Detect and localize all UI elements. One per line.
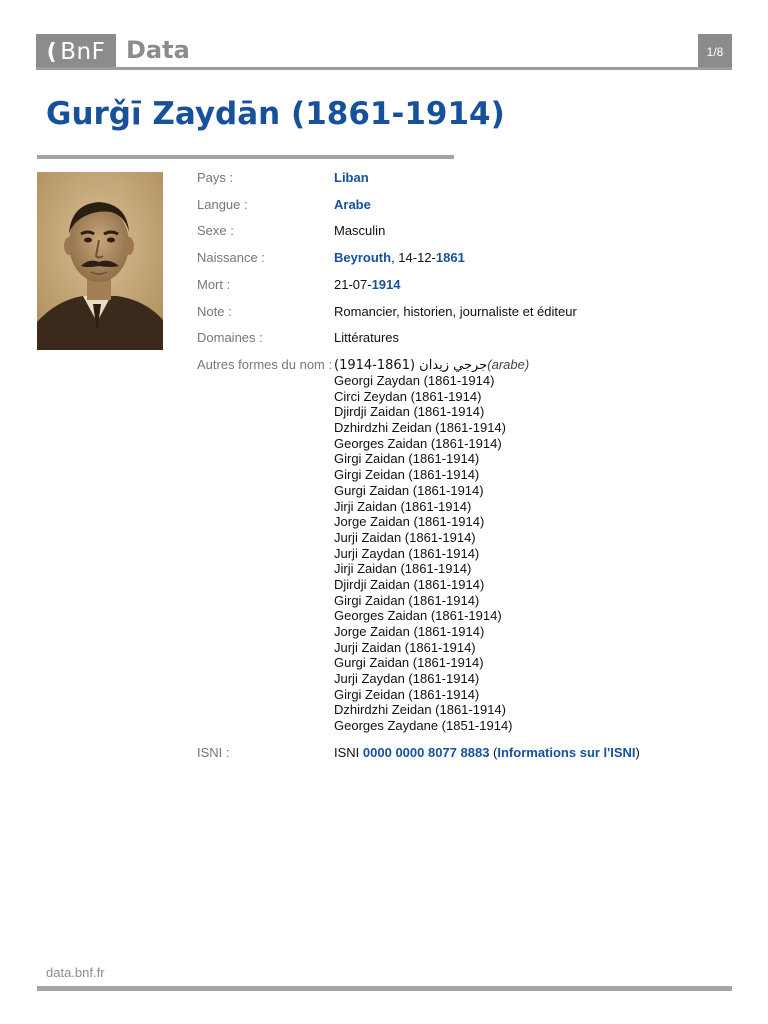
pays-label: Pays : [197,170,234,185]
langue-link[interactable]: Arabe [334,197,371,212]
isni-open-paren: ( [489,745,498,760]
page-number: 1/8 [698,34,732,70]
logo-text: BnF [60,39,106,65]
note-label: Note : [197,304,232,319]
title-rule [37,155,454,159]
naissance-value [334,250,465,266]
arabic-name: جرجي زيدان (1861-1914) [334,358,488,373]
note-value: Romancier, historien, journaliste et éditeur [334,304,577,319]
bnf-logo[interactable] [36,34,116,70]
name-variant: Gurgi Zaidan (1861-1914) [334,482,484,498]
logo-bracket: ( [46,39,58,65]
domaines-value: Littératures [334,330,400,345]
name-variant: Jorge Zaidan (1861-1914) [334,624,485,639]
isni-info-link[interactable]: Informations sur l'ISNI [497,745,636,760]
name-variant: Jurji Zaydan (1861-1914) [334,545,480,561]
name-variant: Georgi Zaydan (1861-1914) [334,373,495,388]
name-variant: Girgi Zeidan (1861-1914) [334,467,480,483]
sexe-value: Masculin [334,223,386,238]
name-variant: Jurji Zaydan (1861-1914) [334,671,480,687]
portrait-illustration [37,172,163,350]
isni-close-paren: ) [635,745,640,760]
autres-formes-label: Autres formes du nom : [197,357,333,372]
section-label: Data [126,36,190,64]
header-rule [36,67,732,70]
name-variant: Girgi Zaidan (1861-1914) [334,451,480,467]
isni-number-link[interactable]: 0000 0000 8077 8883 [362,745,490,760]
name-variant: Jirji Zaidan (1861-1914) [334,561,472,577]
langue-label: Langue : [197,197,248,212]
mort-value [334,277,401,293]
sexe-label: Sexe : [197,223,234,238]
footer-rule [37,986,732,991]
name-variant: Dzhirdzhi Zeidan (1861-1914) [334,702,506,718]
name-variant: Girgi Zeidan (1861-1914) [334,686,480,702]
naissance-label: Naissance : [197,250,265,265]
name-variant: Georges Zaydane (1851-1914) [334,718,513,734]
portrait-photo [37,172,163,350]
name-variant: Djirdji Zaidan (1861-1914) [334,404,485,420]
name-variant: Georges Zaidan (1861-1914) [334,608,502,624]
name-variant: Circi Zeydan (1861-1914) [334,388,482,404]
mort-label: Mort : [197,277,231,292]
domaines-label: Domaines : [197,330,263,345]
name-variant: Jurji Zaidan (1861-1914) [334,639,476,655]
name-variant: Girgi Zaidan (1861-1914) [334,592,480,608]
isni-label: ISNI : [197,745,230,760]
header [36,34,732,70]
arabic-form [334,357,529,373]
autres-formes-list [334,357,529,734]
birth-date: , 14-12- [391,250,436,265]
name-variant: Georges Zaidan (1861-1914) [334,435,502,451]
isni-value [334,745,640,761]
isni-prefix: ISNI [334,745,363,760]
name-variant: Jurji Zaidan (1861-1914) [334,529,476,545]
name-variant: Gurgi Zaidan (1861-1914) [334,655,484,671]
name-variant: Djirdji Zaidan (1861-1914) [334,576,485,592]
name-variant: Jirji Zaidan (1861-1914) [334,498,472,514]
death-year-link[interactable]: 1914 [371,277,401,292]
pays-link[interactable]: Liban [334,170,369,185]
name-variant: Dzhirdzhi Zeidan (1861-1914) [334,420,506,436]
page-title: Gurǧī Zaydān (1861-1914) [46,96,505,132]
arabic-lang: (arabe) [487,357,530,372]
birth-year-link[interactable]: 1861 [435,250,465,265]
death-date: 21-07- [334,277,372,292]
birthplace-link[interactable]: Beyrouth [334,250,392,265]
name-variants [334,373,529,734]
footer-site[interactable]: data.bnf.fr [46,965,105,980]
name-variant: Jorge Zaidan (1861-1914) [334,514,485,530]
